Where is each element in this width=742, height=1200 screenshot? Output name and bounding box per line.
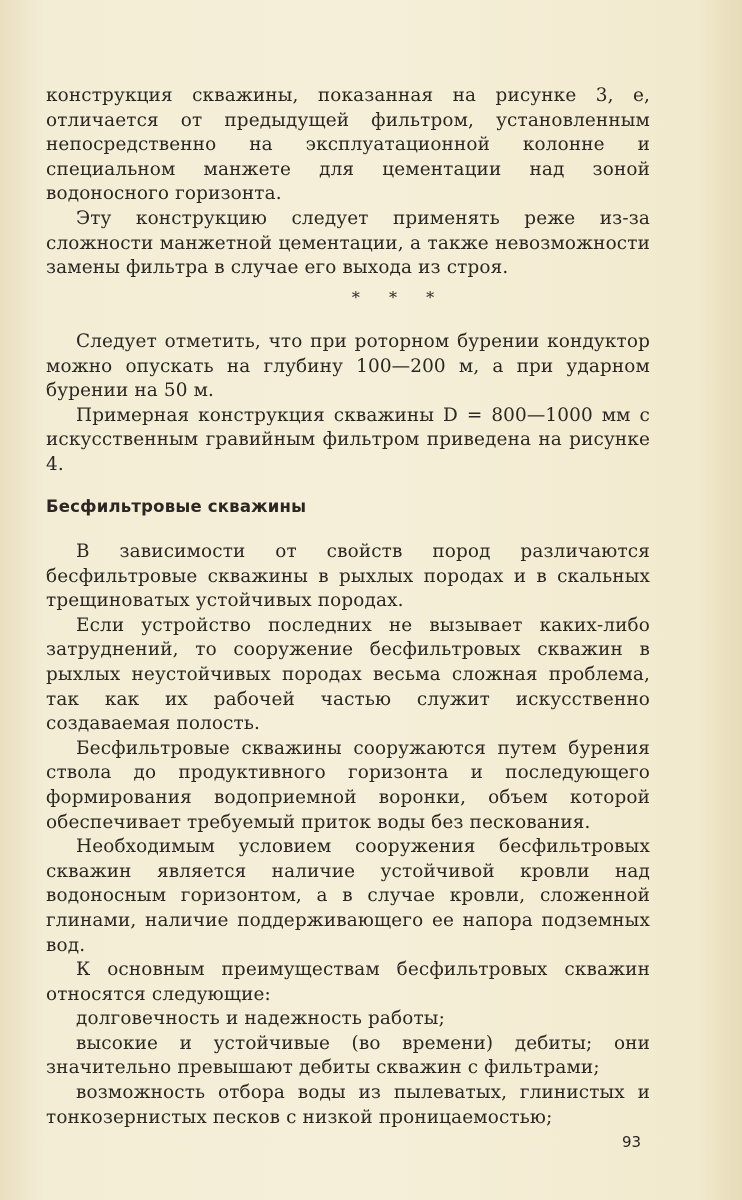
- paragraph: Бесфильтровые скважины сооружаются путем бурения ствола до продуктивного горизонта и последующего формирования водоприемной воронки, объем которой обеспечивает требуемый приток воды без пескования.: [46, 737, 650, 833]
- paragraph: Примерная конструкция скважины D = 800—1000 мм с искусственным гравийным фильтром приведена на рисунке 4.: [46, 404, 650, 475]
- paragraph: Эту конструкцию следует применять реже из-за сложности манжетной цементации, а также невозможности замены фильтра в случае его выхода из строя.: [46, 207, 650, 279]
- page-number: 93: [622, 1133, 642, 1151]
- paragraph: К основным преимуществам бесфильтровых скважин относятся следующие:: [46, 959, 650, 1005]
- section-heading: Бесфильтровые скважины: [46, 497, 307, 516]
- paragraph: Если устройство последних не вызывает каких-либо затруднений, то сооружение бесфильтровых скважин в рыхлых неустойчивых породах весьма сложная проблема, так как их рабочей частью служит искусственно создаваемая полость.: [46, 614, 650, 735]
- list-item: возможность отбора воды из пылеватых, глинистых и тонкозернистых песков с низкой проницаемостью;: [46, 1082, 650, 1128]
- list-item: высокие и устойчивые (во времени) дебиты; они значительно превышают дебиты скважин с фильтрами;: [46, 1032, 650, 1079]
- middle-text-block: [46, 330, 650, 478]
- section-text-block: [46, 540, 650, 1130]
- top-text-block: [46, 84, 650, 281]
- list-item: долговечность и надежность работы;: [76, 1008, 445, 1030]
- paragraph: конструкция скважины, показанная на рисунке 3, е, отличается от предыдущей фильтром, установленным непосредственно на эксплуатационной колонне и специальном манжете для цементации над зоной водоносного горизонта.: [46, 85, 650, 205]
- paragraph: Необходимым условием сооружения бесфильтровых скважин является наличие устойчивой кровли над водоносным горизонтом, а в случае кровли, сложенной глинами, наличие поддерживающего ее напора подземных вод.: [46, 836, 650, 956]
- paragraph: Следует отметить, что при роторном бурении кондуктор можно опускать на глубину 100—200 м, а при ударном бурении на 50 м.: [46, 331, 650, 402]
- section-separator: [0, 288, 742, 307]
- separator-stars: * * *: [351, 288, 447, 307]
- paragraph: В зависимости от свойств пород различаются бесфильтровые скважины в рыхлых породах и в скальных трещиноватых устойчивых породах.: [46, 541, 650, 612]
